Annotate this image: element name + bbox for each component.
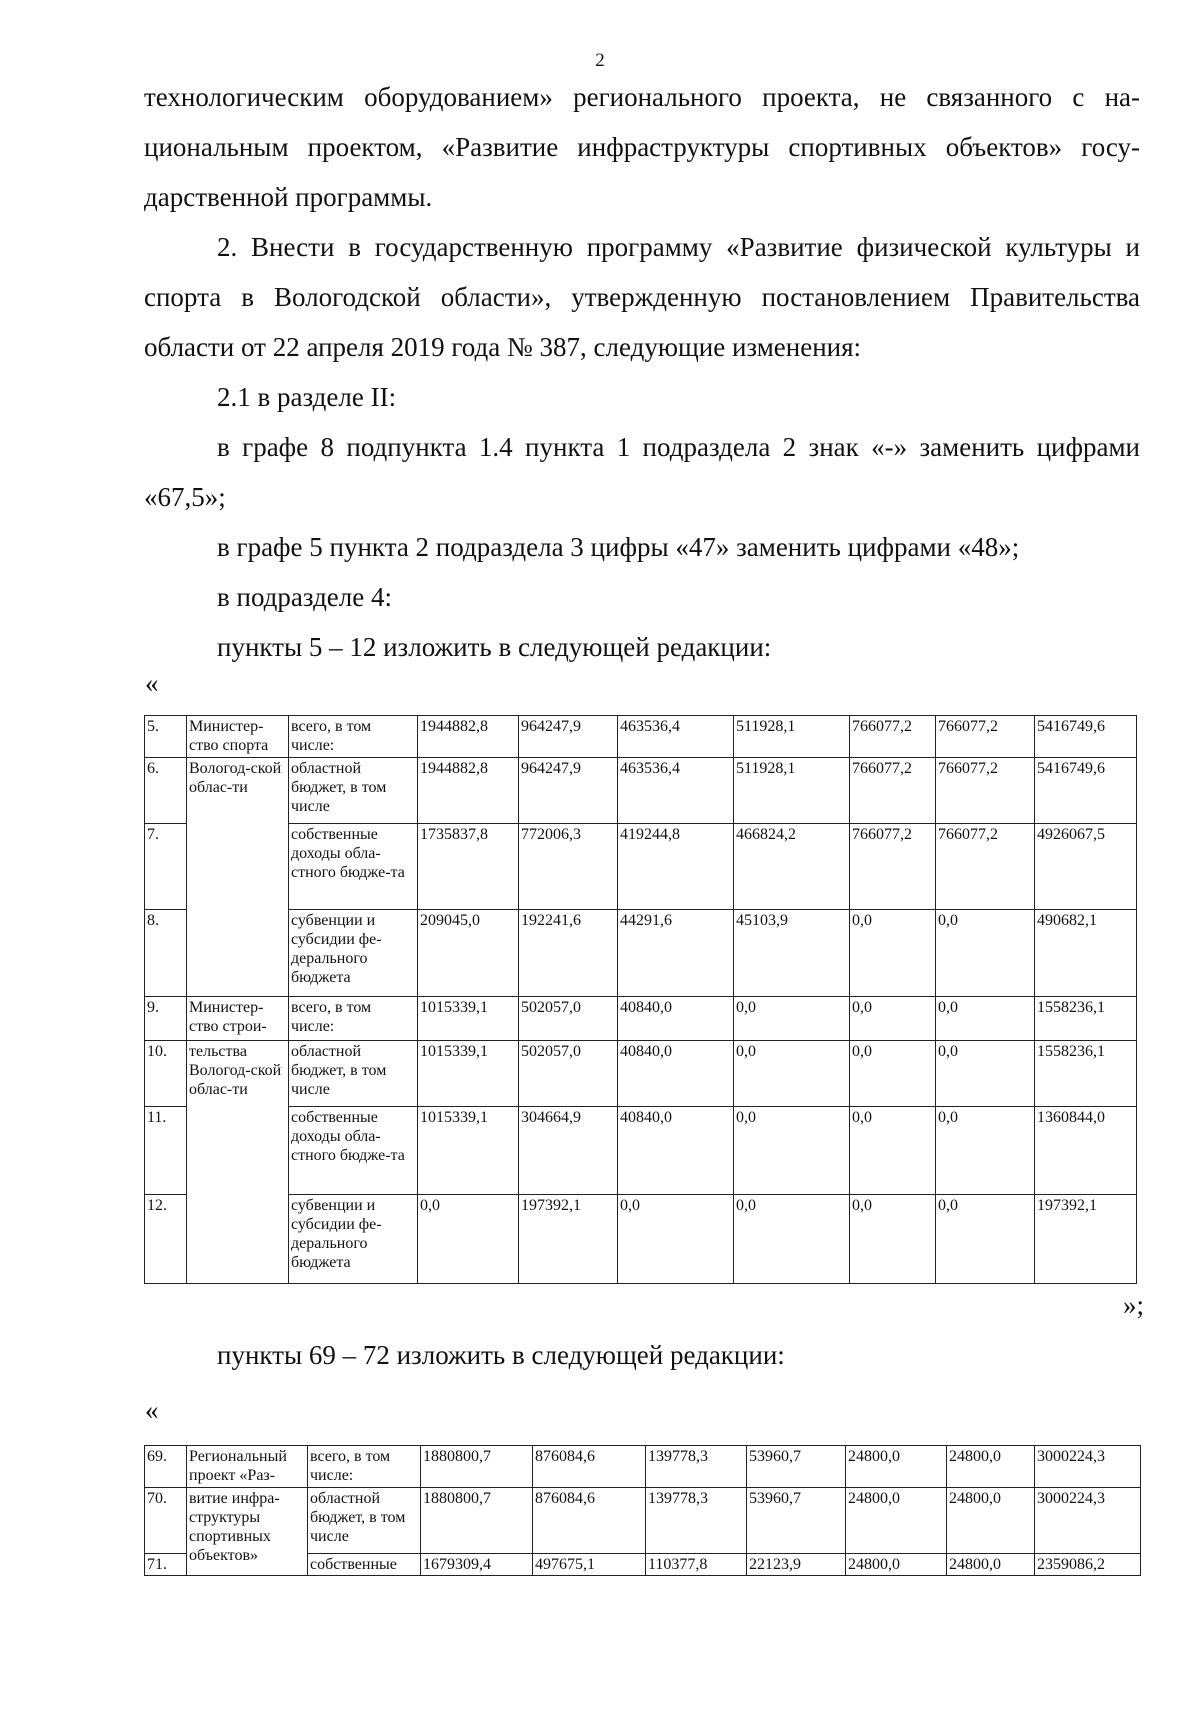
value-cell: 772006,3 bbox=[519, 824, 618, 910]
value-cell: 40840,0 bbox=[618, 1041, 734, 1107]
funding-source: областной бюджет, в том числе bbox=[289, 1041, 418, 1107]
value-cell: 40840,0 bbox=[618, 1107, 734, 1195]
value-cell: 964247,9 bbox=[519, 716, 618, 758]
budget-table-1 bbox=[144, 715, 1137, 1284]
value-cell: 0,0 bbox=[734, 1041, 850, 1107]
table-row bbox=[145, 824, 1137, 910]
row-number: 71. bbox=[145, 1554, 187, 1576]
value-cell: 2359086,2 bbox=[1035, 1554, 1141, 1576]
value-cell: 876084,6 bbox=[533, 1488, 646, 1554]
value-cell: 24800,0 bbox=[947, 1488, 1035, 1554]
quote-close-mark: »; bbox=[1122, 1290, 1144, 1320]
value-cell: 502057,0 bbox=[519, 997, 618, 1041]
page-number: 2 bbox=[595, 50, 605, 71]
paragraph-2: 2. Внести в государственную программу «Развитие физической культуры и спорта в Вологодской области», утвержденную постановлением Правительства области от 22 апреля 2019 года № 387, следующие изменения: bbox=[144, 232, 1140, 362]
funding-source: субвенции и субсидии фе-дерального бюджета bbox=[289, 910, 418, 997]
value-cell: 192241,6 bbox=[519, 910, 618, 997]
value-cell: 0,0 bbox=[850, 1195, 936, 1284]
funding-source: областной бюджет, в том числе bbox=[308, 1488, 421, 1554]
value-cell: 1944882,8 bbox=[418, 716, 519, 758]
value-cell: 766077,2 bbox=[850, 716, 936, 758]
value-cell: 22123,9 bbox=[747, 1554, 846, 1576]
funding-source: всего, в том числе: bbox=[289, 997, 418, 1041]
value-cell: 766077,2 bbox=[936, 824, 1035, 910]
table-row bbox=[145, 910, 1137, 997]
funding-source: областной бюджет, в том числе bbox=[289, 758, 418, 824]
paragraph-6: в подразделе 4: bbox=[217, 582, 392, 612]
table-row bbox=[145, 716, 1137, 758]
value-cell: 766077,2 bbox=[850, 758, 936, 824]
row-number: 7. bbox=[145, 824, 187, 910]
value-cell: 0,0 bbox=[734, 1107, 850, 1195]
funding-source: собственные bbox=[308, 1554, 421, 1576]
funding-source: собственные доходы обла-стного бюдже-та bbox=[289, 824, 418, 910]
value-cell: 511928,1 bbox=[734, 716, 850, 758]
value-cell: 1735837,8 bbox=[418, 824, 519, 910]
value-cell: 1015339,1 bbox=[418, 1041, 519, 1107]
value-cell: 0,0 bbox=[936, 1041, 1035, 1107]
table-row bbox=[145, 1488, 1141, 1554]
responsible-executor: тельства Вологод-ской облас-ти bbox=[187, 1041, 289, 1284]
value-cell: 466824,2 bbox=[734, 824, 850, 910]
value-cell: 1558236,1 bbox=[1035, 1041, 1137, 1107]
value-cell: 0,0 bbox=[936, 1195, 1035, 1284]
value-cell: 1558236,1 bbox=[1035, 997, 1137, 1041]
funding-source: собственные доходы обла-стного бюдже-та bbox=[289, 1107, 418, 1195]
paragraph-8: пункты 69 – 72 изложить в следующей редакции: bbox=[217, 1340, 785, 1370]
value-cell: 45103,9 bbox=[734, 910, 850, 997]
value-cell: 4926067,5 bbox=[1035, 824, 1137, 910]
value-cell: 1880800,7 bbox=[421, 1446, 533, 1488]
value-cell: 1679309,4 bbox=[421, 1554, 533, 1576]
budget-table-2 bbox=[144, 1445, 1141, 1576]
value-cell: 964247,9 bbox=[519, 758, 618, 824]
value-cell: 110377,8 bbox=[646, 1554, 747, 1576]
value-cell: 197392,1 bbox=[519, 1195, 618, 1284]
value-cell: 24800,0 bbox=[846, 1488, 947, 1554]
row-number: 69. bbox=[145, 1446, 187, 1488]
value-cell: 5416749,6 bbox=[1035, 716, 1137, 758]
value-cell: 502057,0 bbox=[519, 1041, 618, 1107]
value-cell: 1360844,0 bbox=[1035, 1107, 1137, 1195]
table-row bbox=[145, 758, 1137, 824]
paragraph-7: пункты 5 – 12 изложить в следующей редакции: bbox=[217, 632, 772, 662]
value-cell: 0,0 bbox=[850, 997, 936, 1041]
value-cell: 53960,7 bbox=[747, 1446, 846, 1488]
row-number: 5. bbox=[145, 716, 187, 758]
funding-source: всего, в том числе: bbox=[289, 716, 418, 758]
value-cell: 0,0 bbox=[936, 997, 1035, 1041]
value-cell: 3000224,3 bbox=[1035, 1446, 1141, 1488]
value-cell: 766077,2 bbox=[936, 716, 1035, 758]
row-number: 8. bbox=[145, 910, 187, 997]
document-body bbox=[144, 72, 1140, 672]
value-cell: 3000224,3 bbox=[1035, 1488, 1141, 1554]
value-cell: 0,0 bbox=[734, 1195, 850, 1284]
value-cell: 0,0 bbox=[850, 1107, 936, 1195]
quote-open-mark: « bbox=[145, 668, 159, 698]
value-cell: 0,0 bbox=[936, 1107, 1035, 1195]
quote-open-mark-2: « bbox=[145, 1395, 159, 1425]
value-cell: 197392,1 bbox=[1035, 1195, 1137, 1284]
responsible-executor: Вологод-ской облас-ти bbox=[187, 758, 289, 997]
value-cell: 0,0 bbox=[936, 910, 1035, 997]
table-row bbox=[145, 1446, 1141, 1488]
value-cell: 5416749,6 bbox=[1035, 758, 1137, 824]
paragraph-3: 2.1 в разделе II: bbox=[217, 382, 397, 412]
value-cell: 463536,4 bbox=[618, 716, 734, 758]
value-cell: 44291,6 bbox=[618, 910, 734, 997]
table-row bbox=[145, 1041, 1137, 1107]
responsible-executor: витие инфра-структуры спортивных объектов» bbox=[187, 1488, 308, 1576]
value-cell: 419244,8 bbox=[618, 824, 734, 910]
value-cell: 0,0 bbox=[618, 1195, 734, 1284]
value-cell: 766077,2 bbox=[850, 824, 936, 910]
row-number: 10. bbox=[145, 1041, 187, 1107]
row-number: 70. bbox=[145, 1488, 187, 1554]
value-cell: 0,0 bbox=[850, 910, 936, 997]
value-cell: 1015339,1 bbox=[418, 997, 519, 1041]
value-cell: 40840,0 bbox=[618, 997, 734, 1041]
value-cell: 766077,2 bbox=[936, 758, 1035, 824]
value-cell: 463536,4 bbox=[618, 758, 734, 824]
paragraph-1: технологическим оборудованием» регионального проекта, не связанного с на-циональным проектом, «Развитие инфраструктуры спортивных объектов» госу-дарственной программы. bbox=[144, 82, 1140, 212]
responsible-executor: Региональный проект «Раз- bbox=[187, 1446, 308, 1488]
value-cell: 24800,0 bbox=[947, 1554, 1035, 1576]
table-row bbox=[145, 1107, 1137, 1195]
value-cell: 497675,1 bbox=[533, 1554, 646, 1576]
value-cell: 53960,7 bbox=[747, 1488, 846, 1554]
value-cell: 209045,0 bbox=[418, 910, 519, 997]
row-number: 11. bbox=[145, 1107, 187, 1195]
table-row bbox=[145, 1195, 1137, 1284]
value-cell: 1944882,8 bbox=[418, 758, 519, 824]
value-cell: 490682,1 bbox=[1035, 910, 1137, 997]
funding-source: субвенции и субсидии фе-дерального бюджета bbox=[289, 1195, 418, 1284]
value-cell: 139778,3 bbox=[646, 1488, 747, 1554]
value-cell: 24800,0 bbox=[846, 1446, 947, 1488]
value-cell: 139778,3 bbox=[646, 1446, 747, 1488]
responsible-executor: Министер-ство спорта bbox=[187, 716, 289, 758]
value-cell: 0,0 bbox=[734, 997, 850, 1041]
value-cell: 876084,6 bbox=[533, 1446, 646, 1488]
paragraph-5: в графе 5 пункта 2 подраздела 3 цифры «47» заменить цифрами «48»; bbox=[217, 532, 1020, 562]
paragraph-4: в графе 8 подпункта 1.4 пункта 1 подраздела 2 знак «-» заменить цифрами «67,5»; bbox=[144, 432, 1140, 512]
row-number: 12. bbox=[145, 1195, 187, 1284]
row-number: 9. bbox=[145, 997, 187, 1041]
value-cell: 0,0 bbox=[850, 1041, 936, 1107]
value-cell: 1880800,7 bbox=[421, 1488, 533, 1554]
value-cell: 304664,9 bbox=[519, 1107, 618, 1195]
value-cell: 24800,0 bbox=[947, 1446, 1035, 1488]
value-cell: 0,0 bbox=[418, 1195, 519, 1284]
value-cell: 511928,1 bbox=[734, 758, 850, 824]
table-row bbox=[145, 997, 1137, 1041]
value-cell: 24800,0 bbox=[846, 1554, 947, 1576]
value-cell: 1015339,1 bbox=[418, 1107, 519, 1195]
funding-source: всего, в том числе: bbox=[308, 1446, 421, 1488]
responsible-executor: Министер-ство строи- bbox=[187, 997, 289, 1041]
row-number: 6. bbox=[145, 758, 187, 824]
